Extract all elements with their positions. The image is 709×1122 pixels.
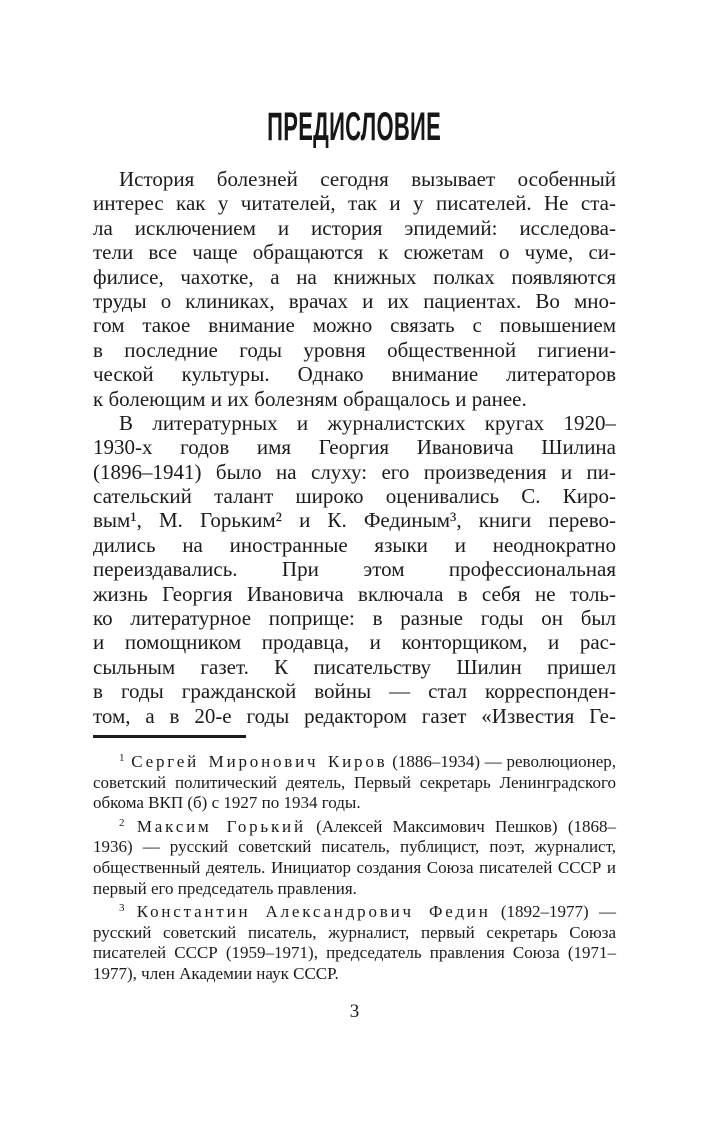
footnote-separator <box>93 735 246 738</box>
text-line: История болезней сегодня вызывает особенный <box>119 167 616 191</box>
text-line: интерес как у читателей, так и у писателей. Не ста- <box>93 191 616 216</box>
text-line: вым¹, М. Горьким² и К. Фединым³, книги перево- <box>93 508 616 533</box>
text-line: ла исключением и история эпидемий: исследова- <box>93 215 616 240</box>
footnotes <box>93 752 616 988</box>
footnote-person-name: Максим Горький <box>136 816 306 836</box>
paragraph <box>93 167 616 411</box>
text-line: сательский талант широко оценивались С. Киро- <box>93 484 616 509</box>
footnote-person-name: Сергей Миронович Киров <box>131 752 388 771</box>
text-line: и помощником продавца, и конторщиком, и рас- <box>93 630 616 655</box>
paragraph <box>93 411 616 728</box>
text-line: сыльным газет. К писательству Шилин пришел <box>93 654 616 679</box>
text-line: филисе, чахотке, а на книжных полках появляются <box>93 264 616 289</box>
text-line: В литературных и журналистских кругах 1920– <box>119 410 616 435</box>
footnote-marker: 2 <box>119 816 125 829</box>
text-line: ческой культуры. Однако внимание литераторов <box>93 362 616 387</box>
text-line: 1930-х годов имя Георгия Ивановича Шилина <box>93 435 616 460</box>
footnote <box>93 817 616 899</box>
text-line: переиздавались. При этом профессиональная <box>93 557 616 582</box>
text-line: дились на иностранные языки и неоднократно <box>93 532 616 557</box>
text-line: в годы гражданской войны — стал корреспонден- <box>93 679 616 704</box>
footnote-text: (1886–1934) — революционер, советский политический деятель, Первый секретарь Ленинградского обкома ВКП (б) с 1927 по 1934 годы. <box>93 752 616 813</box>
footnote-marker: 3 <box>119 902 125 915</box>
footnote-person-name: Константин Александрович Федин <box>136 902 491 922</box>
page-title-text: ПРЕДИСЛОВИЕ <box>267 105 442 149</box>
text-line: в последние годы уровня общественной гигиени- <box>93 337 616 362</box>
text-line: том, а в 20-е годы редактором газет «Известия Ге- <box>93 703 616 728</box>
text-line: ко литературное поприще: в разные годы он был <box>93 606 616 631</box>
body-text <box>93 167 616 728</box>
footnote <box>93 902 616 984</box>
text-line: жизнь Георгия Ивановича включала в себя не толь- <box>93 581 616 606</box>
footnote <box>93 752 616 814</box>
footnote-text: (1892–1977) — русский советский писатель, журналист, первый секретарь Союза писателей СССР (1959–1971), председатель правления Союза (1971–1977), член Академии наук СССР. <box>93 902 617 983</box>
text-line: (1896–1941) было на слуху: его произведения и пи- <box>93 459 616 484</box>
text-line: труды о клиниках, врачах и их пациентах. Во мно- <box>93 288 616 313</box>
footnote-text: (Алексей Максимович Пешков) (1868–1936) — русский советский писатель, публицист, поэт, журналист, общественный деятель. Инициатор создания Союза писателей СССР и первый его председатель правления. <box>93 816 617 898</box>
text-line: к болеющим и их болезням обращалось и ранее. <box>93 386 527 411</box>
footnote-marker: 1 <box>119 752 125 764</box>
page-title <box>93 104 616 150</box>
page-number: 3 <box>349 1001 360 1022</box>
text-line: гом такое внимание можно связать с повышением <box>93 313 616 338</box>
text-line: тели все чаще обращаются к сюжетам о чуме, си- <box>93 240 616 265</box>
